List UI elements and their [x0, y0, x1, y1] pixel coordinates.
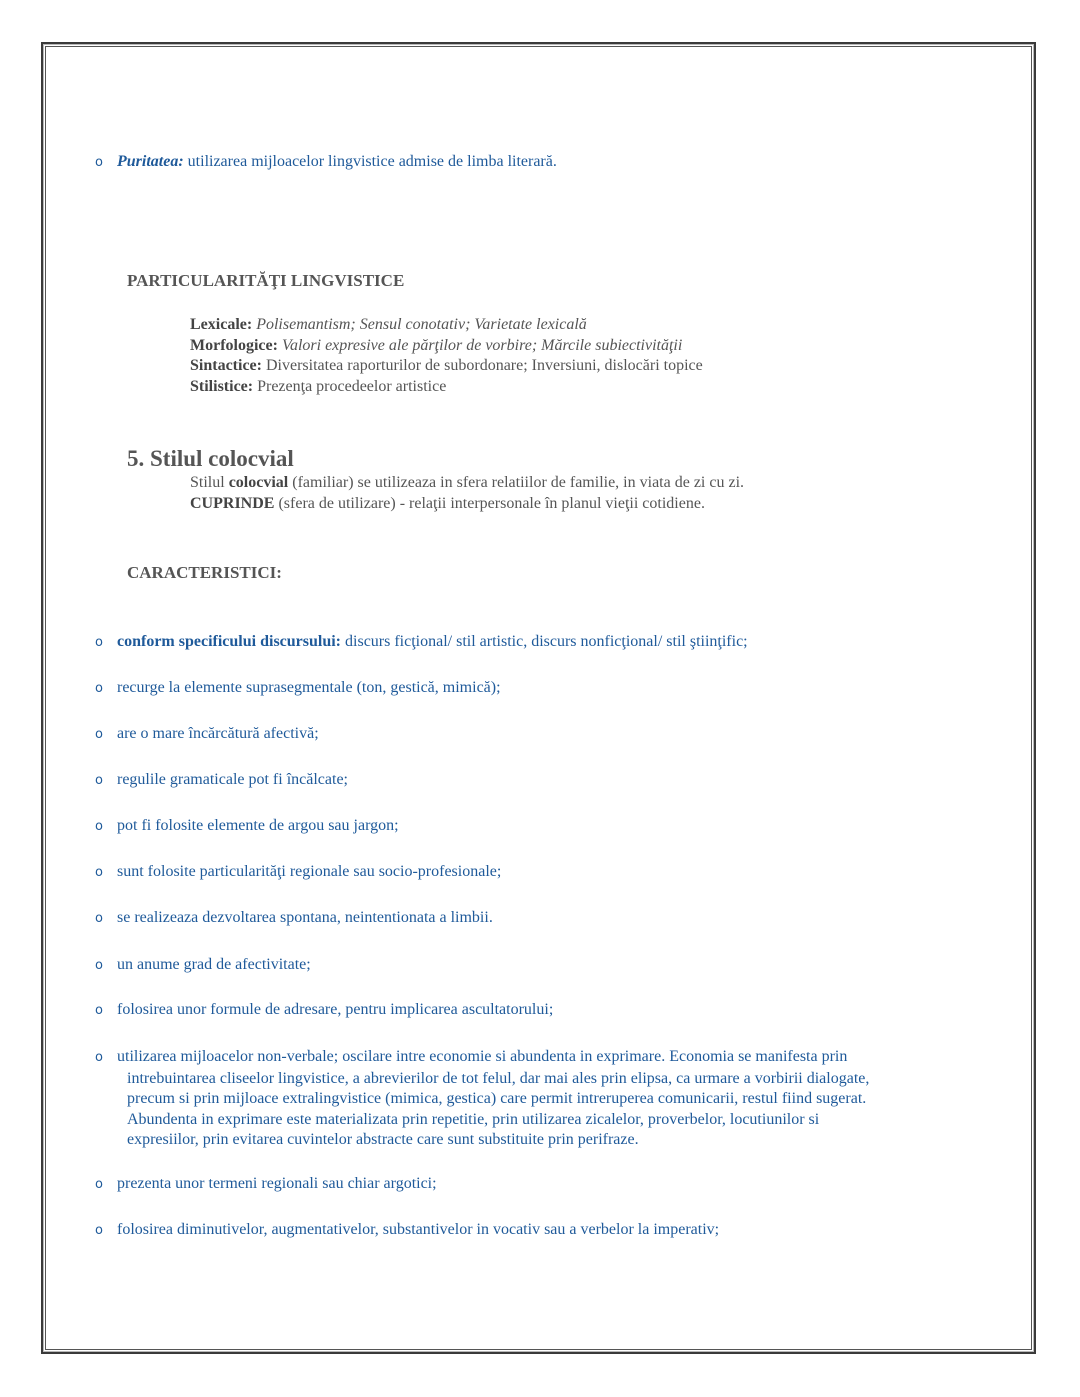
- list-item: o se realizeaza dezvoltarea spontana, neintentionata a limbii.: [95, 908, 493, 929]
- particularitate-stilistice: Stilistice: Prezenţa procedeelor artistice: [190, 377, 447, 395]
- bullet-circle-icon: o: [95, 1050, 103, 1065]
- list-item: o pot fi folosite elemente de argou sau jargon;: [95, 816, 399, 837]
- particularitate-morfologice: Morfologice: Valori expresive ale părţilor de vorbire; Mărcile subiectivităţii: [190, 336, 683, 354]
- puritatea-label: Puritatea:: [117, 153, 184, 170]
- list-item: o folosirea diminutivelor, augmentativelor, substantivelor in vocativ sau a verbelor la imperativ;: [95, 1220, 719, 1241]
- list-item: o regulile gramaticale pot fi încălcate;: [95, 770, 348, 791]
- bullet-circle-icon: o: [95, 958, 103, 973]
- bullet-puritatea: [95, 152, 557, 173]
- list-item-long: o utilizarea mijloacelor non-verbale; oscilare intre economie si abundenta in exprimare. Economia se manifesta prin intrebuintarea cliseelor lingvistice, a abrevierilor de tot felul, dar mai ales prin elipsa, ca urmare a vorbirii dialogate, precum si prin mijloace extralingvistice (mimica, gestica) care permit intreruperea comunicarii, restul fiind sugerat. Abundenta in exprimare este materializata prin repetitie, prin utilizarea zicalelor, proverbelor, locutiunilor si expresiilor, prin evitarea cuvintelor abstracte care sunt substituite prin perifraze.: [95, 1048, 870, 1148]
- bullet-circle-icon: o: [95, 865, 103, 880]
- bullet-circle-icon: o: [95, 635, 103, 650]
- bullet-circle-icon: o: [95, 1177, 103, 1192]
- list-item: o folosirea unor formule de adresare, pentru implicarea ascultatorului;: [95, 1000, 553, 1021]
- list-item: o recurge la elemente suprasegmentale (ton, gestică, mimică);: [95, 678, 501, 699]
- bullet-circle-icon: o: [95, 1223, 103, 1238]
- particularitati-list: [190, 315, 703, 397]
- bullet-circle-icon: o: [95, 1003, 103, 1018]
- list-item: o sunt folosite particularităţi regionale sau socio-profesionale;: [95, 862, 501, 883]
- bullet-circle-icon: o: [95, 819, 103, 834]
- section-intro: [190, 473, 744, 514]
- section-title: 5. Stilul colocvial: [127, 446, 294, 471]
- particularitate-lexicale: Lexicale: Polisemantism; Sensul conotativ; Varietate lexicală: [190, 316, 587, 333]
- bullet-circle-icon: o: [95, 773, 103, 788]
- bullet-circle-icon: o: [95, 727, 103, 742]
- particularitati-heading: PARTICULARITĂŢI LINGVISTICE: [127, 271, 405, 290]
- bullet-circle-icon: o: [95, 911, 103, 926]
- caracteristici-heading: CARACTERISTICI:: [127, 563, 282, 582]
- list-item: o are o mare încărcătură afectivă;: [95, 724, 319, 745]
- bullet-circle-icon: o: [95, 681, 103, 696]
- particularitate-sintactice: Sintactice: Diversitatea raporturilor de subordonare; Inversiuni, dislocări topice: [190, 357, 703, 374]
- list-item: o prezenta unor termeni regionali sau chiar argotici;: [95, 1174, 437, 1195]
- section-intro-line2: CUPRINDE (sfera de utilizare) - relaţii interpersonale în planul vieţii cotidiene.: [190, 494, 705, 512]
- section-intro-line1: Stilul colocvial (familiar) se utilizeaza in sfera relatiilor de familie, in viata de zi cu zi.: [190, 474, 745, 491]
- puritatea-text: utilizarea mijloacelor lingvistice admise de limba literară.: [183, 153, 557, 170]
- list-item: o conform specificului discursului: discurs ficţional/ stil artistic, discurs nonficţional/ stil ştiinţific;: [95, 632, 748, 653]
- bullet-circle-icon: o: [95, 155, 103, 170]
- list-item: o un anume grad de afectivitate;: [95, 955, 311, 976]
